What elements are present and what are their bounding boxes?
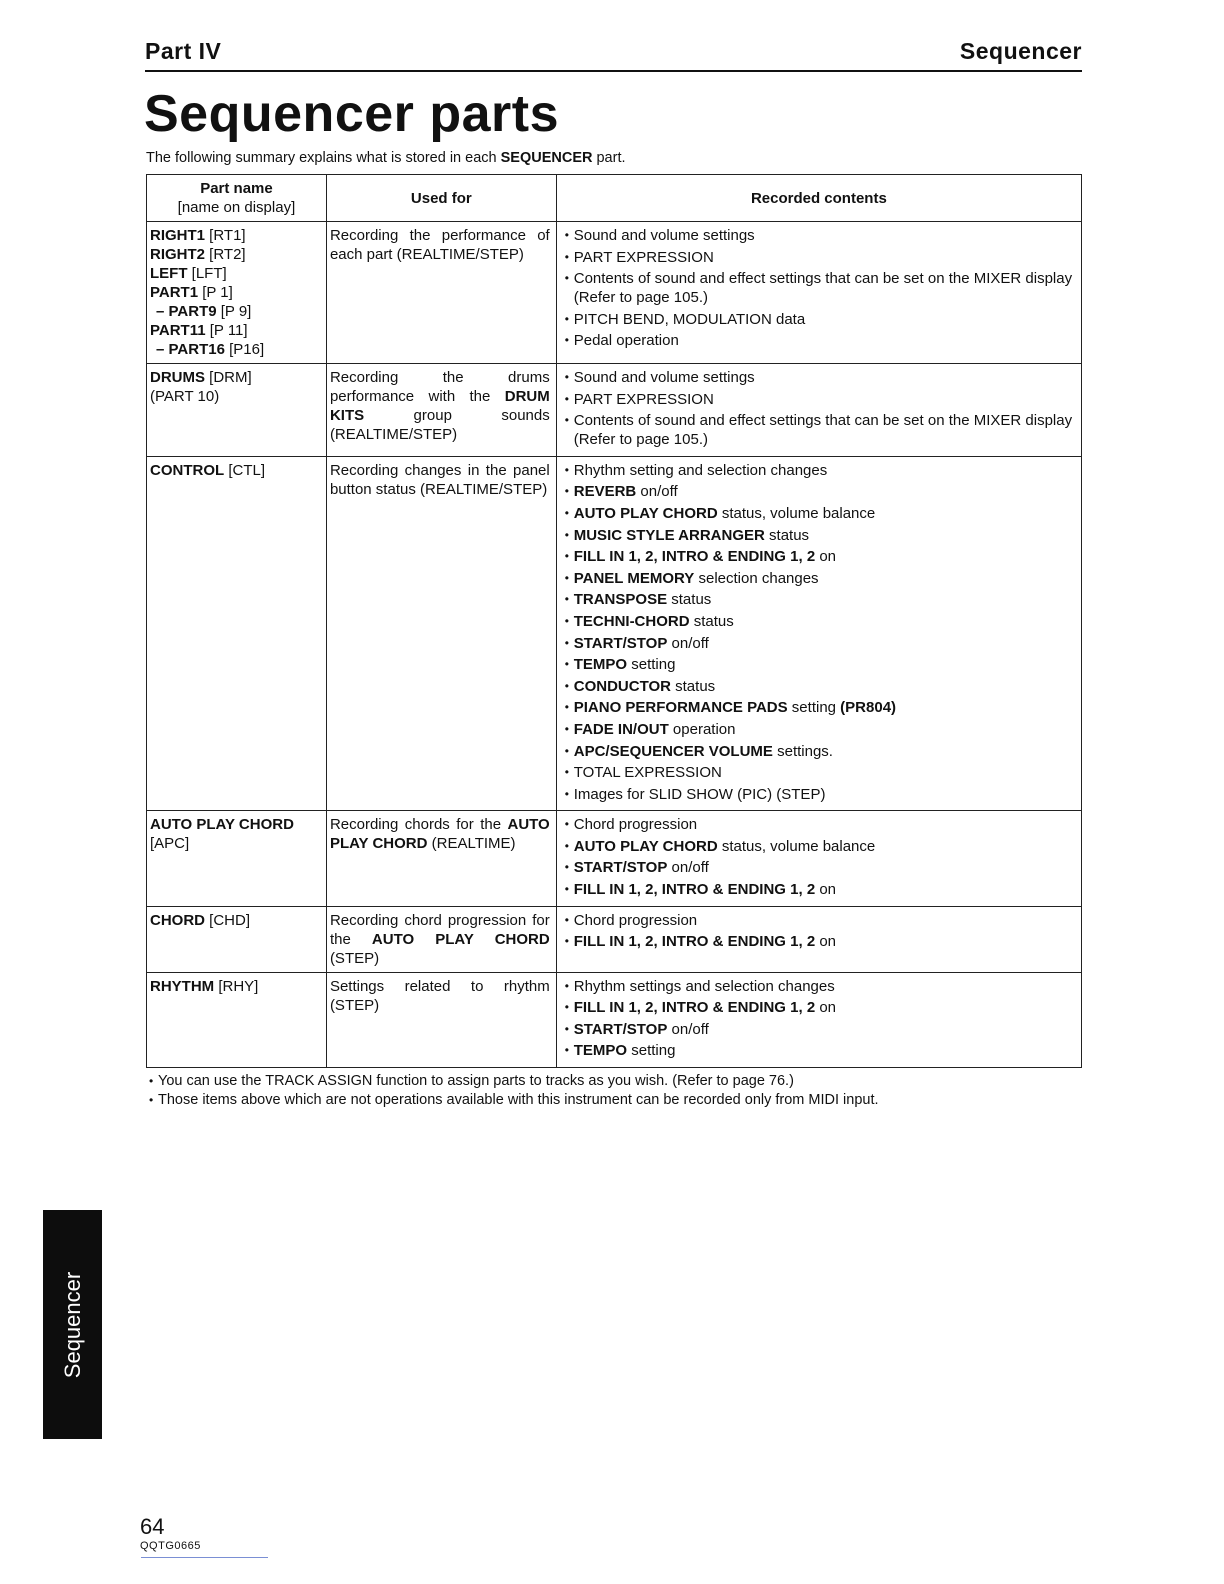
recorded-item-text: setting xyxy=(627,1042,676,1060)
document-code: QQTG0665 xyxy=(140,1540,201,1552)
part-name-bold: CHORD xyxy=(150,911,205,929)
part-name-bold: RIGHT2 xyxy=(150,246,206,263)
recorded-item xyxy=(560,677,1075,696)
table-row xyxy=(147,972,1082,1067)
recorded-item xyxy=(560,368,1075,387)
part-name-bold: – PART9 xyxy=(156,303,217,320)
part-name xyxy=(150,302,320,321)
part-name xyxy=(150,321,320,340)
recorded-contents-list xyxy=(560,977,1075,1061)
part-name-text: [RHY] xyxy=(214,977,259,995)
recorded-contents-list xyxy=(560,226,1075,350)
part-name-bold: – PART16 xyxy=(156,341,225,358)
part-name-text: [CTL] xyxy=(224,461,266,479)
table-row xyxy=(147,364,1082,457)
used-for-text: Recording changes in the panel button status (REALTIME/STEP) xyxy=(329,461,550,498)
recorded-item-text: operation xyxy=(668,720,736,738)
used-for-cell xyxy=(326,972,556,1067)
intro-text xyxy=(146,150,626,166)
recorded-item-bold: START/STOP xyxy=(573,1020,668,1038)
recorded-item xyxy=(560,461,1075,480)
part-name-cell xyxy=(147,222,327,364)
recorded-item-text: TOTAL EXPRESSION xyxy=(573,764,722,782)
recorded-item-text: on xyxy=(815,933,837,951)
recorded-item-text: Rhythm settings and selection changes xyxy=(573,977,835,995)
recorded-item-text: setting xyxy=(627,656,676,674)
recorded-item-text: status, volume balance xyxy=(717,837,876,855)
recorded-item xyxy=(560,504,1075,523)
table-row xyxy=(147,222,1082,364)
header-part-name-label: Part name xyxy=(200,180,273,197)
part-name xyxy=(150,368,320,387)
part-name xyxy=(150,264,320,283)
recorded-item xyxy=(560,911,1075,930)
part-name-bold: AUTO PLAY CHORD xyxy=(150,816,294,834)
recorded-item xyxy=(560,612,1075,631)
part-name-text: [P 9] xyxy=(216,303,252,320)
recorded-item xyxy=(560,331,1075,350)
used-for-cell xyxy=(326,364,556,457)
recorded-item-text: PITCH BEND, MODULATION data xyxy=(573,310,806,328)
recorded-item xyxy=(560,411,1075,449)
part-name-text: [P16] xyxy=(224,341,265,358)
recorded-item-text: settings. xyxy=(772,742,833,760)
header-rule xyxy=(145,70,1082,72)
recorded-contents-list xyxy=(560,461,1075,804)
part-name-bold: PART1 xyxy=(150,284,199,301)
recorded-contents-cell xyxy=(556,456,1081,811)
recorded-item-bold: START/STOP xyxy=(573,634,668,652)
intro-bold: SEQUENCER xyxy=(500,150,593,166)
recorded-item-text: on xyxy=(815,881,837,899)
part-name xyxy=(150,834,320,853)
recorded-item-text: Contents of sound and effect settings that can be set on the MIXER display (Refer to page 105.) xyxy=(573,412,1073,449)
recorded-item-bold: TEMPO xyxy=(573,1042,628,1060)
recorded-item-bold: FADE IN/OUT xyxy=(573,720,669,738)
recorded-item xyxy=(560,858,1075,877)
recorded-item-text: on/off xyxy=(667,859,709,877)
part-name-text: [CHD] xyxy=(205,911,250,929)
header-used-for: Used for xyxy=(326,175,556,222)
recorded-item xyxy=(560,815,1075,834)
used-for-cell xyxy=(326,222,556,364)
recorded-item-bold: FILL IN 1, 2, INTRO & ENDING 1, 2 xyxy=(573,881,816,899)
part-name xyxy=(150,815,320,834)
part-name-bold: LEFT xyxy=(150,265,188,282)
footer-rule xyxy=(141,1557,268,1558)
recorded-item-text: Pedal operation xyxy=(573,332,679,350)
recorded-item xyxy=(560,763,1075,782)
header-recorded-contents: Recorded contents xyxy=(556,175,1081,222)
part-name-text: [APC] xyxy=(150,835,190,853)
table-row xyxy=(147,456,1082,811)
part-name xyxy=(150,245,320,264)
header-part-name-sub: [name on display] xyxy=(177,199,296,216)
recorded-item-text: Chord progression xyxy=(573,816,698,834)
part-name xyxy=(150,977,320,996)
part-name-text: [P 1] xyxy=(198,284,233,301)
recorded-item xyxy=(560,837,1075,856)
part-name-cell xyxy=(147,811,327,906)
table-row xyxy=(147,906,1082,972)
footnote: • You can use the TRACK ASSIGN function to assign parts to tracks as you wish. (Refer to page 76.) xyxy=(146,1072,879,1091)
recorded-contents-cell xyxy=(556,364,1081,457)
recorded-item-text: Rhythm setting and selection changes xyxy=(573,461,828,479)
part-name xyxy=(150,340,320,359)
recorded-item xyxy=(560,1020,1075,1039)
recorded-item-text: Sound and volume settings xyxy=(573,227,755,244)
part-name-cell xyxy=(147,906,327,972)
recorded-item-text: on xyxy=(815,999,837,1017)
recorded-item-bold: APC/SEQUENCER VOLUME xyxy=(573,742,773,760)
recorded-item-text: PART EXPRESSION xyxy=(573,390,714,408)
part-name-bold: RIGHT1 xyxy=(150,227,206,244)
recorded-item-bold: FILL IN 1, 2, INTRO & ENDING 1, 2 xyxy=(573,548,816,566)
part-name-text: [RT1] xyxy=(205,227,246,244)
used-for-text: (REALTIME) xyxy=(427,835,516,853)
used-for-text: Recording the drums performance with the xyxy=(329,369,550,405)
recorded-item-bold: TEMPO xyxy=(573,656,628,674)
recorded-item xyxy=(560,390,1075,409)
recorded-item xyxy=(560,269,1075,307)
part-name-bold: DRUMS xyxy=(150,369,205,386)
recorded-item-text: on/off xyxy=(667,634,709,652)
recorded-contents-cell xyxy=(556,906,1081,972)
recorded-item-text: setting xyxy=(787,699,841,717)
recorded-item xyxy=(560,569,1075,588)
part-name xyxy=(150,283,320,302)
intro-after: part. xyxy=(592,150,626,166)
recorded-item-text: status xyxy=(670,677,716,695)
part-name-text: (PART 10) xyxy=(150,388,220,405)
recorded-item-text: on/off xyxy=(636,483,678,501)
recorded-item xyxy=(560,977,1075,996)
part-name-cell xyxy=(147,364,327,457)
footnote: • Those items above which are not operations available with this instrument can be recorded only from MIDI input. xyxy=(146,1091,879,1110)
used-for-text: group sounds (REALTIME/STEP) xyxy=(329,407,550,443)
recorded-item xyxy=(560,1041,1075,1060)
recorded-item xyxy=(560,720,1075,739)
recorded-item-text: Contents of sound and effect settings that can be set on the MIXER display (Refer to page 105.) xyxy=(573,270,1073,307)
part-name-bold: PART11 xyxy=(150,322,206,339)
recorded-contents-list xyxy=(560,368,1075,449)
recorded-item-text: status xyxy=(689,612,734,630)
part-name xyxy=(150,911,320,930)
sequencer-parts-table xyxy=(146,174,1082,1068)
used-for-bold: AUTO PLAY CHORD xyxy=(329,816,550,853)
recorded-item-text: Images for SLID SHOW (PIC) (STEP) xyxy=(573,785,826,803)
recorded-item xyxy=(560,226,1075,245)
recorded-item xyxy=(560,310,1075,329)
side-tab-label: Sequencer xyxy=(59,1271,85,1378)
used-for-text: (STEP) xyxy=(329,949,380,967)
table-header-row xyxy=(147,175,1082,222)
page-number: 64 xyxy=(140,1514,165,1539)
recorded-item xyxy=(560,634,1075,653)
recorded-item xyxy=(560,547,1075,566)
recorded-item xyxy=(560,482,1075,501)
recorded-contents-cell xyxy=(556,222,1081,364)
recorded-item-text: Chord progression xyxy=(573,911,698,929)
recorded-item xyxy=(560,998,1075,1017)
used-for-cell xyxy=(326,456,556,811)
part-name-text: [RT2] xyxy=(205,246,246,263)
recorded-item xyxy=(560,880,1075,899)
recorded-item-text: status, volume balance xyxy=(717,504,876,522)
used-for-cell xyxy=(326,906,556,972)
recorded-item-bold: TRANSPOSE xyxy=(573,591,668,609)
recorded-item xyxy=(560,526,1075,545)
recorded-contents-list xyxy=(560,911,1075,952)
recorded-item-text: on xyxy=(815,548,837,566)
recorded-item-bold: START/STOP xyxy=(573,859,668,877)
part-name xyxy=(150,461,320,480)
part-name-bold: RHYTHM xyxy=(150,977,215,995)
used-for-text: Recording chords for the xyxy=(329,816,508,834)
part-name-text: [DRM] xyxy=(205,369,252,386)
used-for-text: Settings related to rhythm (STEP) xyxy=(329,977,550,1014)
recorded-item-text: selection changes xyxy=(694,569,819,587)
recorded-item-bold: REVERB xyxy=(573,483,637,501)
part-name-cell xyxy=(147,456,327,811)
side-tab xyxy=(43,1210,102,1439)
recorded-item-text: status xyxy=(764,526,810,544)
recorded-item xyxy=(560,248,1075,267)
part-heading: Part IV xyxy=(145,38,222,64)
recorded-item-bold: FILL IN 1, 2, INTRO & ENDING 1, 2 xyxy=(573,933,816,951)
used-for-text: Recording the performance of each part (REALTIME/STEP) xyxy=(329,227,550,263)
recorded-item-text: Sound and volume settings xyxy=(573,369,755,386)
page-title: Sequencer parts xyxy=(144,85,559,143)
part-name xyxy=(150,387,320,406)
recorded-item xyxy=(560,932,1075,951)
part-name xyxy=(150,226,320,245)
recorded-item-text: on/off xyxy=(667,1020,709,1038)
used-for-cell xyxy=(326,811,556,906)
part-name-text: [P 11] xyxy=(205,322,248,339)
recorded-item-bold: (PR804) xyxy=(840,699,897,717)
recorded-item-bold: AUTO PLAY CHORD xyxy=(573,504,718,522)
recorded-item-bold: MUSIC STYLE ARRANGER xyxy=(573,526,765,544)
used-for-bold: DRUM KITS xyxy=(329,388,550,424)
header-part-name xyxy=(147,175,327,222)
recorded-item-text: status xyxy=(667,591,712,609)
recorded-item xyxy=(560,742,1075,761)
recorded-contents-cell xyxy=(556,972,1081,1067)
recorded-item xyxy=(560,698,1075,717)
recorded-contents-cell xyxy=(556,811,1081,906)
footnotes xyxy=(146,1072,879,1110)
table-body xyxy=(147,222,1082,1068)
recorded-item-text: PART EXPRESSION xyxy=(573,248,714,266)
used-for-bold: AUTO PLAY CHORD xyxy=(371,930,550,948)
recorded-item xyxy=(560,655,1075,674)
recorded-item-bold: AUTO PLAY CHORD xyxy=(573,837,718,855)
used-for-text: Recording chord progression for the xyxy=(329,911,550,948)
recorded-item-bold: PIANO PERFORMANCE PADS xyxy=(573,699,788,717)
part-name-text: [LFT] xyxy=(187,265,227,282)
recorded-item xyxy=(560,590,1075,609)
table-row xyxy=(147,811,1082,906)
recorded-item-bold: TECHNI-CHORD xyxy=(573,612,690,630)
part-name-cell xyxy=(147,972,327,1067)
intro-before: The following summary explains what is stored in each xyxy=(146,150,501,166)
recorded-item xyxy=(560,785,1075,804)
recorded-item-bold: CONDUCTOR xyxy=(573,677,671,695)
recorded-item-bold: PANEL MEMORY xyxy=(573,569,695,587)
recorded-item-bold: FILL IN 1, 2, INTRO & ENDING 1, 2 xyxy=(573,999,816,1017)
section-heading: Sequencer xyxy=(959,38,1082,64)
recorded-contents-list xyxy=(560,815,1075,899)
part-name-bold: CONTROL xyxy=(150,461,225,479)
